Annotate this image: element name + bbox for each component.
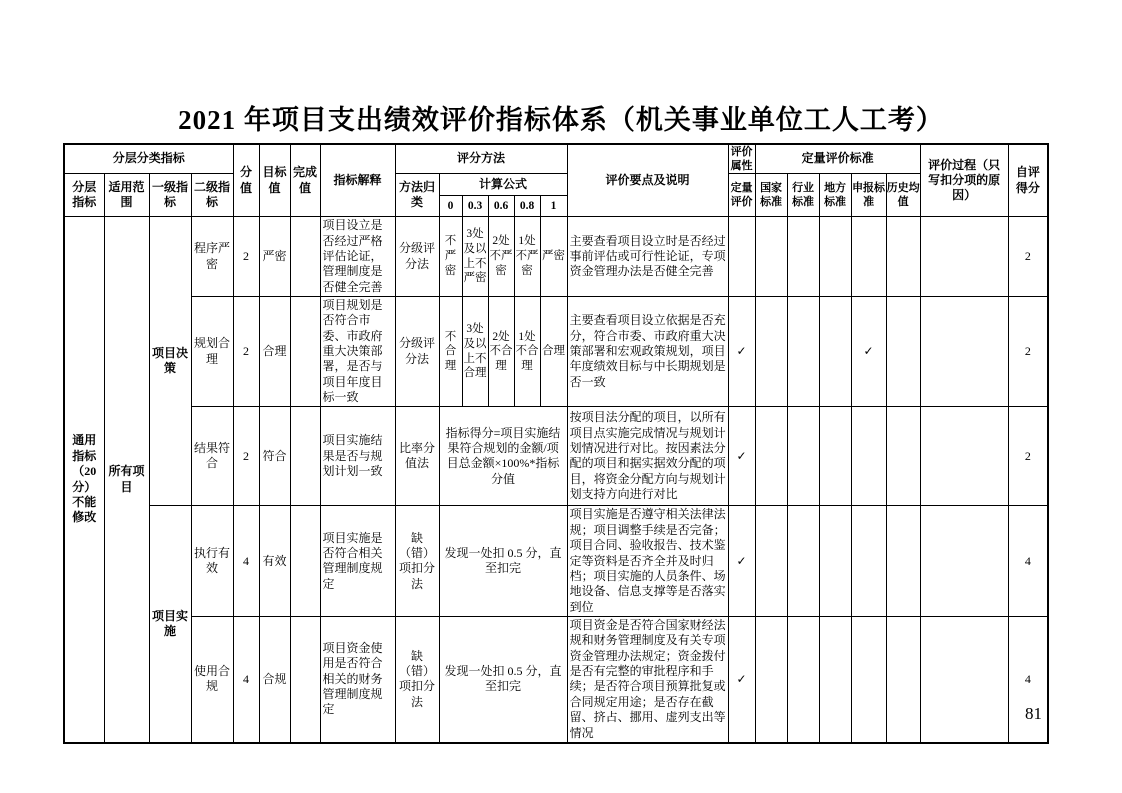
cell-std-history: [886, 407, 920, 506]
cell-std-history: [886, 296, 920, 407]
cell-formula-merged: 发现一处扣 0.5 分，直至扣完: [439, 506, 567, 617]
header-std-declare: 申报标准: [851, 174, 886, 217]
stub-level1-decision: 项目决策: [149, 217, 191, 506]
cell-self-score: 4: [1008, 616, 1048, 742]
header-quant: 定量评价: [728, 174, 755, 217]
header-hier-group: 分层分类指标: [64, 144, 233, 174]
header-level2: 二级指标: [191, 174, 233, 217]
header-row-top: [64, 144, 1048, 174]
header-row-mid: [64, 174, 1048, 196]
cell-formula-0: 不严密: [439, 217, 462, 297]
header-std-national: 国家标准: [755, 174, 787, 217]
cell-formula-06: 2处不严密: [488, 217, 514, 297]
header-score: 分值: [233, 144, 259, 217]
cell-formula-0: 不合理: [439, 296, 462, 407]
table-row: [64, 296, 1048, 407]
cell-points: 按项目法分配的项目，以所有项目点实施完成情况与规划计划情况进行对比。按因素法分配的项目和据实据效分配的项目，将资金分配方向与规划计划支持方向进行对比: [567, 407, 728, 506]
cell-formula-08: 1处不严密: [514, 217, 540, 297]
cell-quant-check: ✓: [728, 616, 755, 742]
cell-std-history: [886, 506, 920, 617]
header-scope: 适用范围: [104, 174, 149, 217]
cell-std-local: [819, 296, 851, 407]
header-tick-03: 0.3: [462, 196, 488, 217]
cell-std-local: [819, 616, 851, 742]
page-title: 2021 年项目支出绩效评价指标体系（机关事业单位工人工考）: [178, 105, 944, 135]
header-self-score: 自评得分: [1008, 144, 1048, 217]
cell-secondary: 执行有效: [191, 506, 233, 617]
cell-method: 缺（错）项扣分法: [395, 616, 439, 742]
cell-std-industry: [787, 407, 819, 506]
cell-std-national: [755, 506, 787, 617]
cell-formula-08: 1处不合理: [514, 296, 540, 407]
cell-secondary: 使用合规: [191, 616, 233, 742]
cell-target: 有效: [259, 506, 290, 617]
cell-std-local: [819, 407, 851, 506]
cell-complete: [290, 407, 320, 506]
cell-formula-merged: 发现一处扣 0.5 分，直至扣完: [439, 616, 567, 742]
cell-std-industry: [787, 616, 819, 742]
cell-process: [920, 296, 1008, 407]
header-std-history: 历史均值: [886, 174, 920, 217]
header-tick-06: 0.6: [488, 196, 514, 217]
cell-process: [920, 616, 1008, 742]
cell-std-history: [886, 616, 920, 742]
cell-target: 严密: [259, 217, 290, 297]
cell-formula-06: 2处不合理: [488, 296, 514, 407]
cell-std-history: [886, 217, 920, 297]
header-tick-08: 0.8: [514, 196, 540, 217]
cell-explain: 项目实施是否符合相关管理制度规定: [320, 506, 395, 617]
cell-formula-merged: 指标得分=项目实施结果符合规划的金额/项目总金额×100%*指标分值: [439, 407, 567, 506]
cell-std-national: [755, 217, 787, 297]
cell-self-score: 2: [1008, 296, 1048, 407]
cell-std-national: [755, 407, 787, 506]
cell-std-national: [755, 296, 787, 407]
cell-points: 项目资金是否符合国家财经法规和财务管理制度及有关专项资金管理办法规定；资金拨付是否有完整的审批程序和手续；是否符合项目预算批复或合同规定用途；是否存在截留、挤占、挪用、虚列支出等情况: [567, 616, 728, 742]
cell-quant-check: ✓: [728, 506, 755, 617]
cell-formula-1: 严密: [540, 217, 567, 297]
cell-formula-1: 合理: [540, 296, 567, 407]
header-layer: 分层指标: [64, 174, 104, 217]
header-method-group: 评分方法: [395, 144, 567, 174]
cell-explain: 项目实施结果是否与规划计划一致: [320, 407, 395, 506]
header-process: 评价过程（只写扣分项的原因）: [920, 144, 1008, 217]
cell-std-declare: ✓: [851, 296, 886, 407]
cell-method: 分级评分法: [395, 296, 439, 407]
cell-process: [920, 407, 1008, 506]
header-std-group: 定量评价标准: [755, 144, 920, 174]
cell-self-score: 2: [1008, 217, 1048, 297]
cell-complete: [290, 217, 320, 297]
cell-std-local: [819, 506, 851, 617]
header-std-industry: 行业标准: [787, 174, 819, 217]
cell-process: [920, 217, 1008, 297]
cell-complete: [290, 616, 320, 742]
header-explain: 指标解释: [320, 144, 395, 217]
cell-std-industry: [787, 296, 819, 407]
cell-std-industry: [787, 506, 819, 617]
stub-scope: 所有项目: [104, 217, 149, 743]
cell-quant-check: ✓: [728, 407, 755, 506]
cell-points: 主要查看项目设立依据是否充分，符合市委、市政府重大决策部署和宏观政策规划，项目年度绩效目标与中长期规划是否一致: [567, 296, 728, 407]
cell-score: 2: [233, 296, 259, 407]
header-tick-0: 0: [439, 196, 462, 217]
cell-method: 缺（错）项扣分法: [395, 506, 439, 617]
indicator-table: [63, 143, 1049, 744]
page-number: 81: [1025, 704, 1042, 723]
header-complete: 完成值: [290, 144, 320, 217]
cell-method: 分级评分法: [395, 217, 439, 297]
table-row: [64, 506, 1048, 617]
header-points: 评价要点及说明: [567, 144, 728, 217]
cell-points: 主要查看项目设立时是否经过事前评估或可行性论证，专项资金管理办法是否健全完善: [567, 217, 728, 297]
cell-score: 4: [233, 616, 259, 742]
cell-std-local: [819, 217, 851, 297]
cell-formula-03: 3处及以上不合理: [462, 296, 488, 407]
cell-process: [920, 506, 1008, 617]
header-target: 目标值: [259, 144, 290, 217]
cell-quant-check: [728, 217, 755, 297]
cell-secondary: 规划合理: [191, 296, 233, 407]
cell-explain: 项目设立是否经过严格评估论证，管理制度是否健全完善: [320, 217, 395, 297]
header-formula-group: 计算公式: [439, 174, 567, 196]
cell-score: 2: [233, 407, 259, 506]
cell-explain: 项目规划是否符合市委、市政府重大决策部署，是否与项目年度目标一致: [320, 296, 395, 407]
cell-std-declare: [851, 616, 886, 742]
table-row: [64, 407, 1048, 506]
cell-self-score: 2: [1008, 407, 1048, 506]
cell-formula-03: 3处及以上不严密: [462, 217, 488, 297]
cell-explain: 项目资金使用是否符合相关的财务管理制度规定: [320, 616, 395, 742]
cell-std-declare: [851, 407, 886, 506]
stub-level1-implement: 项目实施: [149, 506, 191, 743]
header-std-local: 地方标准: [819, 174, 851, 217]
header-level1: 一级指标: [149, 174, 191, 217]
table-row: [64, 217, 1048, 297]
cell-complete: [290, 296, 320, 407]
table-row: [64, 616, 1048, 742]
cell-score: 2: [233, 217, 259, 297]
cell-method: 比率分值法: [395, 407, 439, 506]
cell-points: 项目实施是否遵守相关法律法规；项目调整手续是否完备；项目合同、验收报告、技术鉴定等资料是否齐全并及时归档；项目实施的人员条件、场地设备、信息支撑等是否落实到位: [567, 506, 728, 617]
cell-target: 合理: [259, 296, 290, 407]
cell-score: 4: [233, 506, 259, 617]
cell-complete: [290, 506, 320, 617]
cell-secondary: 结果符合: [191, 407, 233, 506]
stub-layer: 通用指标（20分）不能修改: [64, 217, 104, 743]
cell-target: 合规: [259, 616, 290, 742]
cell-std-declare: [851, 217, 886, 297]
cell-self-score: 4: [1008, 506, 1048, 617]
cell-secondary: 程序严密: [191, 217, 233, 297]
header-tick-1: 1: [540, 196, 567, 217]
cell-std-declare: [851, 506, 886, 617]
header-method-class: 方法归类: [395, 174, 439, 217]
cell-std-industry: [787, 217, 819, 297]
cell-target: 符合: [259, 407, 290, 506]
cell-quant-check: ✓: [728, 296, 755, 407]
cell-std-national: [755, 616, 787, 742]
header-attr-group: 评价属性: [728, 144, 755, 174]
